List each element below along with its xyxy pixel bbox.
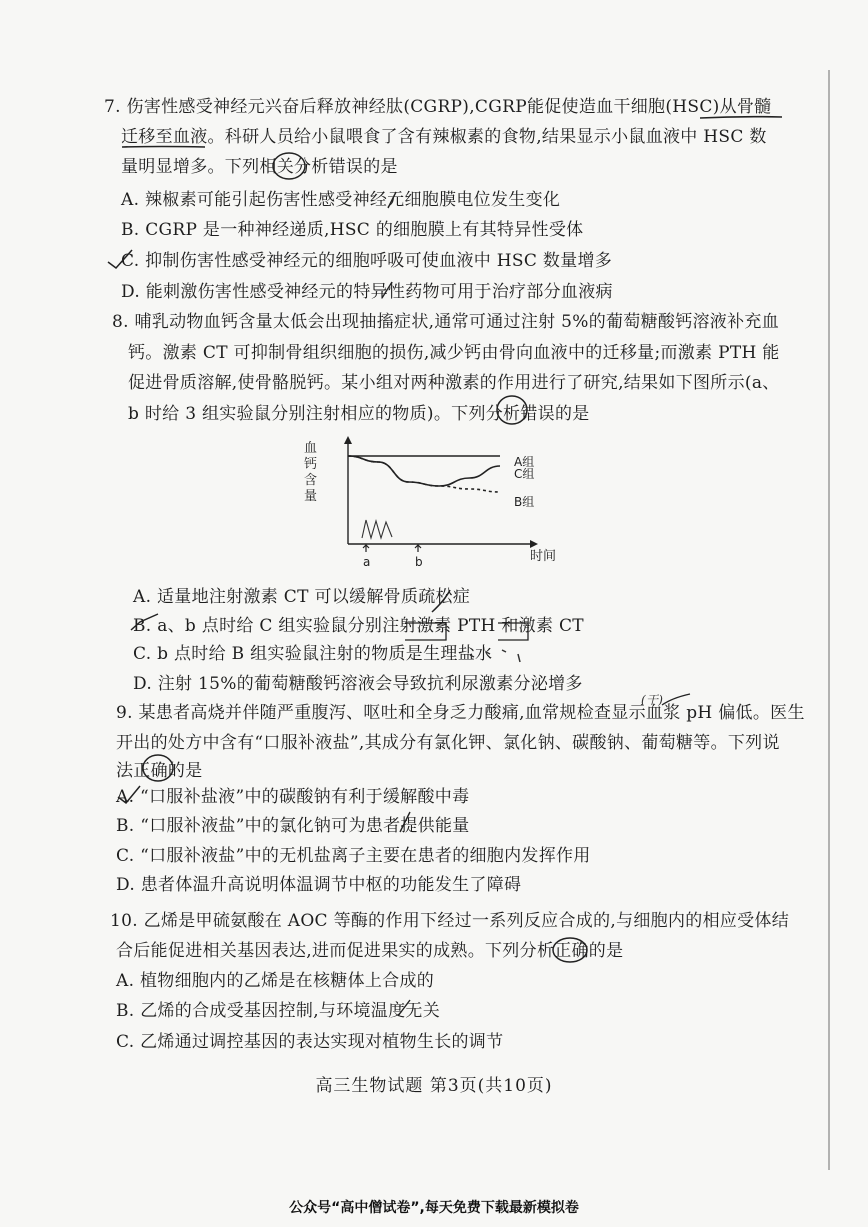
q7-option-c: C. 抑制伤害性感受神经元的细胞呼吸可使血液中 HSC 数量增多	[121, 251, 613, 271]
q8-stem-line-3: 促进骨质溶解,使骨骼脱钙。某小组对两种激素的作用进行了研究,结果如下图所示(a、	[128, 373, 780, 393]
x-marker-arrow-b	[415, 545, 421, 552]
q10-stem-line-2: 合后能促进相关基因表达,进而促进果实的成熟。下列分析正确的是	[116, 941, 624, 961]
q8-stem-line-2: 钙。激素 CT 可抑制骨组织细胞的损伤,减少钙由骨向血液中的迁移量;而激素 PTH 能	[128, 343, 780, 363]
q10-option-c: C. 乙烯通过调控基因的表达实现对植物生长的调节	[116, 1032, 504, 1052]
series-line-1	[348, 456, 500, 486]
q9-handwritten-note: (干)	[641, 693, 664, 707]
chart-svg	[300, 436, 580, 581]
series-label-1: C组	[514, 467, 535, 481]
q7-option-a: A. 辣椒素可能引起伤害性感受神经元细胞膜电位发生变化	[121, 190, 561, 210]
q8-option-a: A. 适量地注射激素 CT 可以缓解骨质疏松症	[133, 587, 471, 607]
q9-option-b: B. “口服补液盐”中的氯化钠可为患者提供能量	[116, 816, 470, 836]
chart-ylabel-2: 钙	[304, 457, 318, 472]
chart-ylabel-1: 血	[304, 441, 318, 456]
y-axis-arrow	[344, 436, 352, 444]
q7-stem-line-1: 7. 伤害性感受神经元兴奋后释放神经肽(CGRP),CGRP能促使造血干细胞(HSC)从骨髓	[104, 97, 772, 117]
q9-option-a: A. “口服补盐液”中的碳酸钠有利于缓解酸中毒	[116, 787, 470, 807]
q8-option-d: D. 注射 15%的葡萄糖酸钙溶液会导致抗利尿激素分泌增多	[133, 674, 583, 694]
q7-option-b: B. CGRP 是一种神经递质,HSC 的细胞膜上有其特异性受体	[121, 220, 584, 240]
page-footer-note: 公众号“高中僧试卷”,每天免费下载最新模拟卷	[289, 1200, 579, 1216]
q10-option-a: A. 植物细胞内的乙烯是在核糖体上合成的	[116, 971, 435, 991]
series-layer	[348, 456, 500, 492]
marker-layer	[363, 545, 423, 569]
page-edge-shadow	[828, 70, 830, 1170]
x-marker-label-b: b	[415, 555, 423, 569]
q9-stem-line-2: 开出的处方中含有“口服补液盐”,其成分有氯化钾、氯化钠、碳酸钠、葡萄糖等。下列说	[116, 733, 780, 753]
q10-stem-line-1: 10. 乙烯是甲硫氨酸在 AOC 等酶的作用下经过一系列反应合成的,与细胞内的相应受体结	[110, 911, 790, 931]
q8-stem-line-1: 8. 哺乳动物血钙含量太低会出现抽搐症状,通常可通过注射 5%的葡萄糖酸钙溶液补充血	[112, 312, 779, 332]
x-axis-label: 时间	[530, 549, 557, 564]
q7-option-d: D. 能刺激伤害性感受神经元的特异性药物可用于治疗部分血液病	[121, 282, 613, 302]
series-label-2: B组	[514, 495, 535, 509]
x-marker-arrow-a	[363, 545, 369, 552]
q9-option-d: D. 患者体温升高说明体温调节中枢的功能发生了障碍	[116, 875, 522, 895]
q7-stem-line-2: 迁移至血液。科研人员给小鼠喂食了含有辣椒素的食物,结果显示小鼠血液中 HSC 数	[121, 127, 767, 147]
x-marker-label-a: a	[363, 555, 371, 569]
q9-stem-line-3: 法正确的是	[116, 761, 203, 781]
q8-stem-line-4: b 时给 3 组实验鼠分别注射相应的物质)。下列分析错误的是	[128, 404, 590, 424]
q7-stem-line-3: 量明显增多。下列相关分析错误的是	[121, 157, 398, 177]
q9-option-c: C. “口服补液盐”中的无机盐离子主要在患者的细胞内发挥作用	[116, 846, 591, 866]
q8-option-b: B. a、b 点时给 C 组实验鼠分别注射激素 PTH 和激素 CT	[133, 616, 584, 636]
blood-calcium-chart	[300, 436, 580, 581]
q9-stem-line-1: 9. 某患者高烧并伴随严重腹泻、呕吐和全身乏力酸痛,血常规检查显示血浆 pH 偏低。医生	[116, 703, 805, 723]
chart-ylabel-3: 含	[304, 473, 318, 488]
series-label-0: A组	[514, 455, 535, 469]
chart-ylabel-4: 量	[304, 489, 318, 504]
q10-option-b: B. 乙烯的合成受基因控制,与环境温度无关	[116, 1001, 441, 1021]
x-axis-arrow	[530, 540, 538, 548]
legend-layer	[514, 455, 534, 509]
page-footer-title: 高三生物试题 第3页(共10页)	[315, 1076, 553, 1096]
q8-option-c: C. b 点时给 B 组实验鼠注射的物质是生理盐水	[133, 644, 493, 664]
